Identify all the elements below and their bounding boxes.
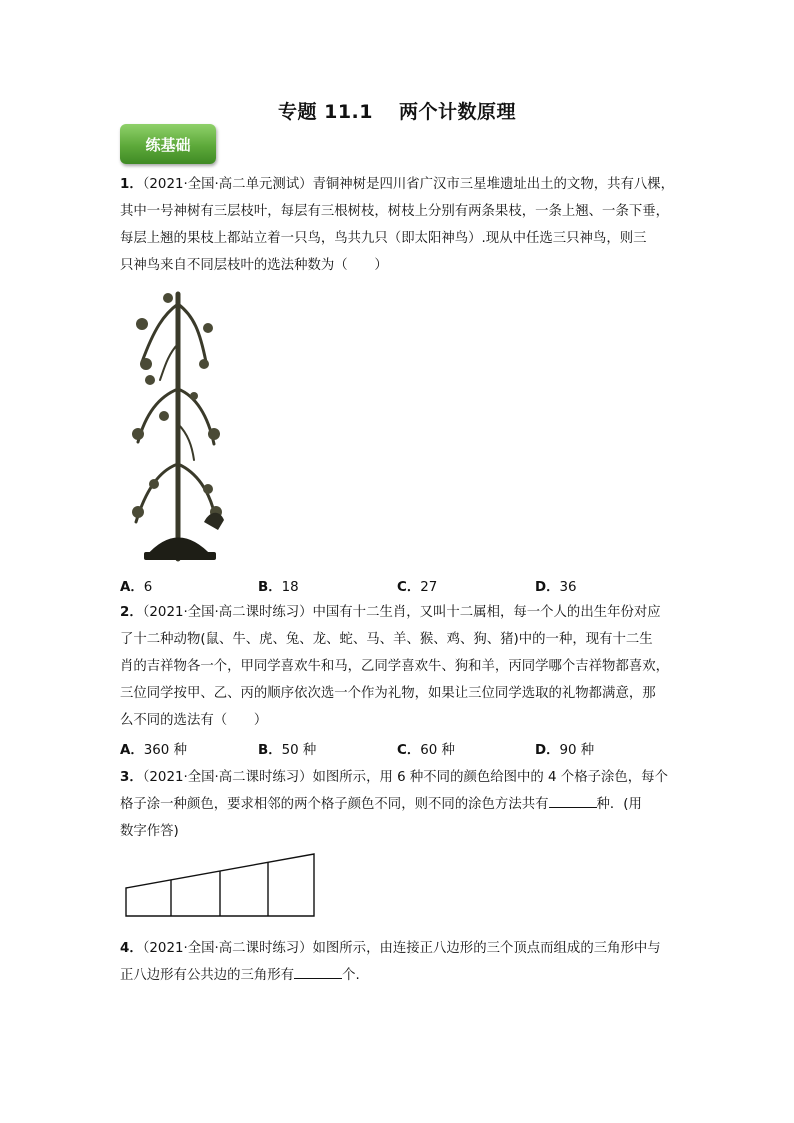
option-c[interactable]: C．27 xyxy=(397,580,438,595)
four-cell-grid-figure xyxy=(120,850,320,920)
section-badge: 练基础 xyxy=(120,124,216,164)
options-q2 xyxy=(120,739,680,763)
question-text-line: 只神鸟来自不同层枝叶的选法种数为（ ） xyxy=(120,258,388,273)
question-number: 1． xyxy=(120,177,143,192)
question-number: 4． xyxy=(120,941,143,956)
option-c[interactable]: C．60 种 xyxy=(397,743,455,758)
question-number: 2． xyxy=(120,605,143,620)
answer-blank[interactable] xyxy=(294,964,342,979)
question-3 xyxy=(120,764,685,845)
question-source: （2021·全国·高二课时练习） xyxy=(142,770,313,785)
question-text-line: 其中一号神树有三层枝叶，每层有三根树枝，树枝上分别有两条果枝，一条上翘、一条下垂， xyxy=(120,204,670,219)
bronze-tree-illustration xyxy=(124,284,234,566)
question-source: （2021·全国·高二课时练习） xyxy=(142,941,313,956)
options-q1 xyxy=(120,576,680,600)
option-d[interactable]: D．90 种 xyxy=(535,743,595,758)
option-a[interactable]: A．360 种 xyxy=(120,743,187,758)
question-4 xyxy=(120,935,685,989)
question-number: 3． xyxy=(120,770,143,785)
question-text-line: 格子涂一种颜色，要求相邻的两个格子颜色不同，则不同的涂色方法共有 种．(用 xyxy=(120,791,685,818)
question-1 xyxy=(120,171,685,279)
question-text-line: 肖的吉祥物各一个，甲同学喜欢牛和马，乙同学喜欢牛、狗和羊，丙同学哪个吉祥物都喜欢， xyxy=(120,659,670,674)
answer-blank[interactable] xyxy=(549,793,597,808)
question-text-line: 正八边形有公共边的三角形有 个. xyxy=(120,962,685,989)
title-topic-name: 两个计数原理 xyxy=(398,101,516,123)
question-2 xyxy=(120,599,685,734)
question-source: （2021·全国·高二单元测试） xyxy=(142,177,313,192)
option-d[interactable]: D．36 xyxy=(535,580,577,595)
option-b[interactable]: B．50 种 xyxy=(258,743,317,758)
question-text-line: 么不同的选法有（ ） xyxy=(120,713,268,728)
option-b[interactable]: B．18 xyxy=(258,580,299,595)
question-text-line: 3．（2021·全国·高二课时练习）如图所示，用 6 种不同的颜色给图中的 4 个格子涂色，每个 xyxy=(120,770,668,785)
question-text-line: 4．（2021·全国·高二课时练习）如图所示，由连接正八边形的三个顶点而组成的三角形中与 xyxy=(120,941,661,956)
question-text-line: 1．（2021·全国·高二单元测试）青铜神树是四川省广汉市三星堆遗址出土的文物，共有八棵， xyxy=(120,177,675,192)
option-a[interactable]: A．6 xyxy=(120,580,153,595)
question-text-line: 数字作答) xyxy=(120,824,179,839)
question-text-line: 三位同学按甲、乙、丙的顺序依次选一个作为礼物，如果让三位同学选取的礼物都满意，那 xyxy=(120,686,656,701)
title-topic-number: 专题 11.1 xyxy=(277,101,373,123)
question-text-line: 每层上翘的果枝上都站立着一只鸟，鸟共九只（即太阳神鸟）.现从中任选三只神鸟，则三 xyxy=(120,231,647,246)
page-title xyxy=(0,97,794,124)
question-text-line: 了十二种动物(鼠、牛、虎、兔、龙、蛇、马、羊、猴、鸡、狗、猪)中的一种，现有十二生 xyxy=(120,632,653,647)
question-text-line: 2．（2021·全国·高二课时练习）中国有十二生肖，又叫十二属相，每一个人的出生年份对应 xyxy=(120,605,661,620)
question-source: （2021·全国·高二课时练习） xyxy=(142,605,313,620)
